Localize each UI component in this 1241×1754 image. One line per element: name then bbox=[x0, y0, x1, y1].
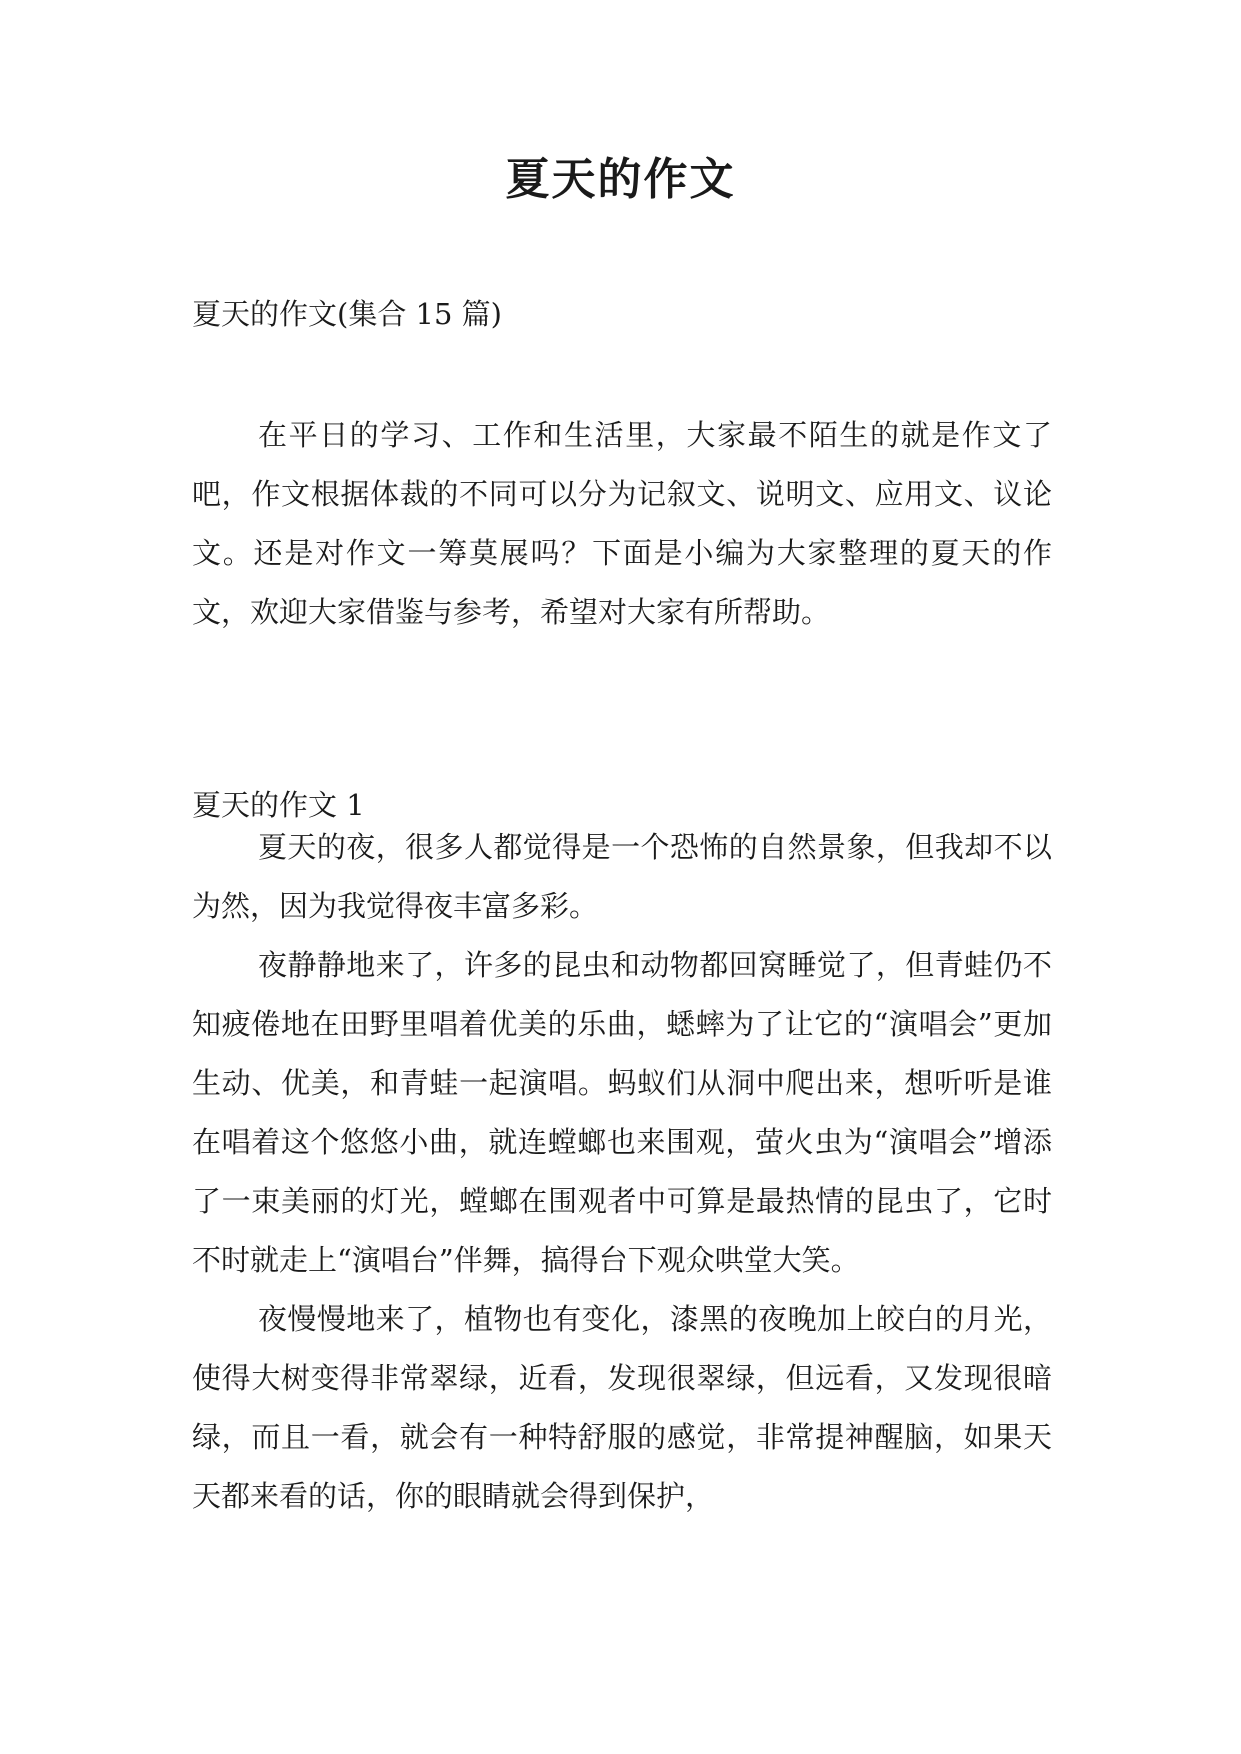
section-heading: 夏天的作文 1 bbox=[192, 788, 365, 822]
body-paragraph: 夜慢慢地来了，植物也有变化，漆黑的夜晚加上皎白的月光，使得大树变得非常翠绿，近看，发现很翠绿，但远看，又发现很暗绿，而且一看，就会有一种特舒服的感觉，非常提神醒脑，如果天天都来看的话，你的眼睛就会得到保护， bbox=[192, 1302, 1052, 1513]
document-title: 夏天的作文 bbox=[505, 154, 736, 205]
document-subtitle: 夏天的作文(集合 15 篇) bbox=[192, 297, 502, 331]
section-body bbox=[192, 818, 1052, 1526]
body-paragraph: 夏天的夜，很多人都觉得是一个恐怖的自然景象，但我却不以为然，因为我觉得夜丰富多彩。 bbox=[192, 830, 1052, 923]
intro-paragraph: 在平日的学习、工作和生活里，大家最不陌生的就是作文了吧，作文根据体裁的不同可以分为记叙文、说明文、应用文、议论文。还是对作文一筹莫展吗？下面是小编为大家整理的夏天的作文，欢迎大家借鉴与参考，希望对大家有所帮助。 bbox=[192, 418, 1052, 629]
body-paragraph: 夜静静地来了，许多的昆虫和动物都回窝睡觉了，但青蛙仍不知疲倦地在田野里唱着优美的乐曲，蟋蟀为了让它的“演唱会”更加生动、优美，和青蛙一起演唱。蚂蚁们从洞中爬出来，想听听是谁在唱着这个悠悠小曲，就连螳螂也来围观，萤火虫为“演唱会”增添了一束美丽的灯光，螳螂在围观者中可算是最热情的昆虫了，它时不时就走上“演唱台”伴舞，搞得台下观众哄堂大笑。 bbox=[192, 948, 1052, 1277]
